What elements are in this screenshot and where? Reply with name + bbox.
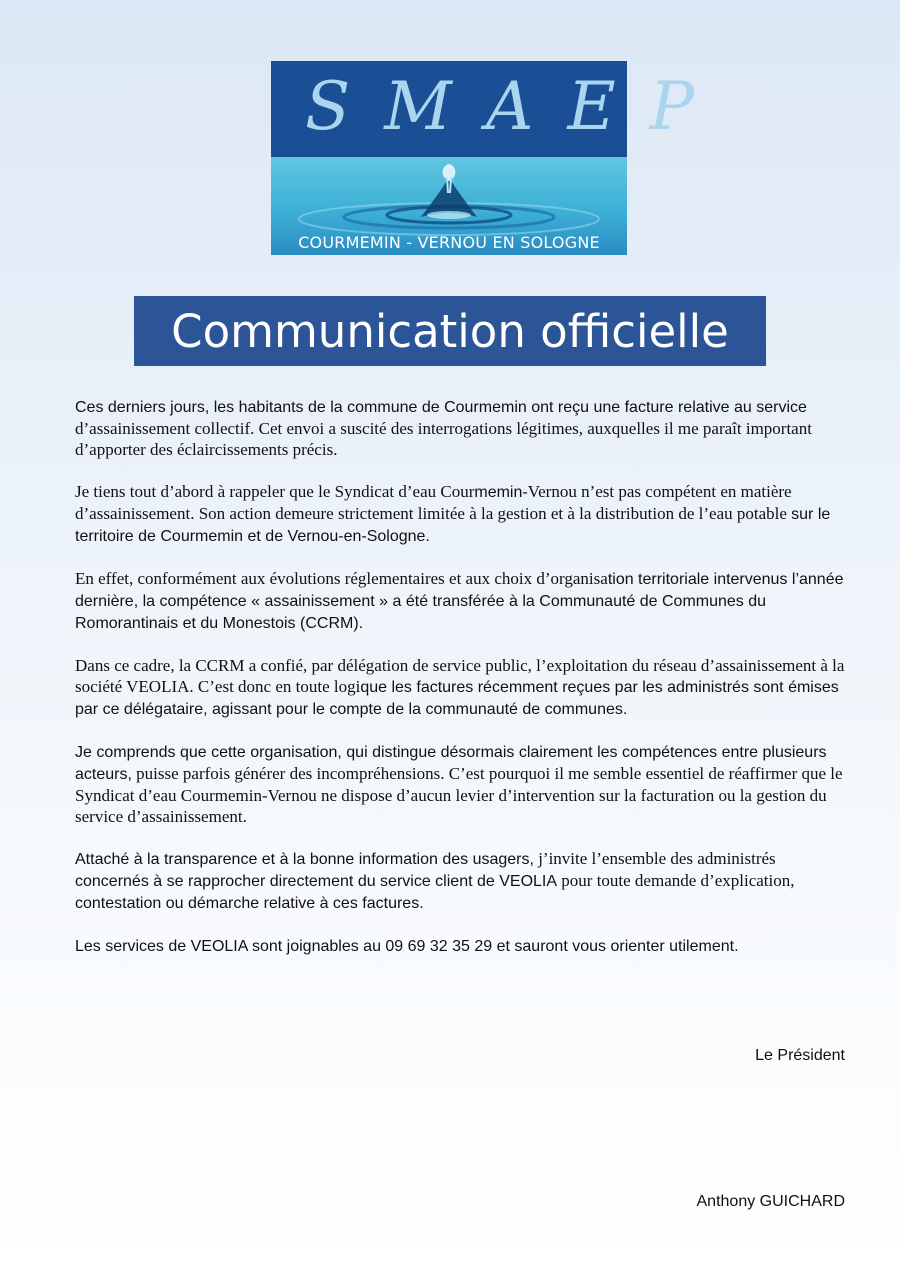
paragraph-text-segment: Je comprends que cette organisation, qui distingue désormais clairement les compétences entre plusieurs acteurs,	[75, 744, 827, 783]
paragraph-text-segment: Je tiens tout d’abord à rappeler que le Syndicat d’eau Cour	[75, 482, 475, 501]
paragraph-text-segment: tion territoriale intervenus l’année dernière, la compétence « assainissement » a été transférée à la Communauté de Communes du Romorantinais et du Monestois (CCRM).	[75, 571, 844, 632]
logo-caption: COURMEMIN - VERNOU EN SOLOGNE	[298, 233, 600, 252]
paragraph-text-segment: que les factures récemment reçues par les administrés sont émises par ce délégataire, agissant pour le compte de la communauté de communes.	[75, 679, 839, 718]
paragraph-text-segment: Dans ce cadre, la CCRM a confié, par délégation de service public, l’exploitation du réseau d’assainissement à la société VEOLIA. C’est donc en toute logi	[75, 656, 845, 696]
paragraph-text-segment: Les services de VEOLIA sont joignables au 09 69 32 35 29 et sauront vous orienter utilement.	[75, 938, 739, 955]
page-title: Communication officielle	[134, 296, 766, 366]
smaep-logo	[271, 61, 729, 255]
logo-top-band	[271, 61, 729, 157]
body-paragraph	[75, 481, 850, 547]
logo-water-band	[271, 157, 627, 255]
paragraph-text-segment: concernés à se rapprocher directement du service client de VEOLIA	[75, 873, 558, 890]
paragraph-text-segment: pour toute demande d’explication,	[557, 871, 795, 890]
paragraph-text-segment: Attaché à la transparence et à la bonne information des usagers,	[75, 851, 534, 868]
letter-body	[75, 396, 850, 978]
paragraph-text-segment: Ces derniers jours, les habitants de la commune de Courmemin ont reçu une facture relative au service	[75, 399, 807, 416]
paragraph-text-segment: En effet, conformément aux évolutions réglementaires et aux choix d’organisa	[75, 569, 608, 588]
paragraph-text-segment: memin-	[474, 484, 528, 501]
body-paragraph	[75, 848, 850, 914]
paragraph-text-segment: j’invite l’ensemble des administrés	[533, 849, 776, 868]
signature-title: Le Président	[755, 1047, 845, 1064]
paragraph-text-segment: Vernou n’est pas compétent en matière d’assainissement. Son action demeure strictement limitée à la gestion et à la distribution de l’eau potable	[75, 482, 792, 523]
signature-name: Anthony GUICHARD	[696, 1193, 845, 1210]
logo-wordmark: SMAEP	[305, 68, 729, 145]
body-paragraph	[75, 568, 850, 634]
body-paragraph	[75, 935, 850, 957]
paragraph-text-segment: puisse parfois générer des incompréhensions. C’est pourquoi il me semble essentiel de réaffirmer que le Syndicat d’eau Courmemin-Vernou ne dispose d’aucun levier d’intervention sur la facturation ou la gestion du service d’assainissement.	[75, 764, 843, 826]
paragraph-text-segment: d’assainissement collectif. Cet envoi a suscité des interrogations légitimes, auxquelles il me paraît important d’apporter des éclaircissements précis.	[75, 419, 812, 459]
body-paragraph	[75, 396, 850, 460]
paragraph-text-segment: contestation ou démarche relative à ces factures.	[75, 895, 424, 912]
body-paragraph	[75, 741, 850, 827]
body-paragraph	[75, 655, 850, 720]
paragraph-text-segment: sur le territoire de Courmemin et de Vernou-en-Sologne.	[75, 506, 831, 545]
